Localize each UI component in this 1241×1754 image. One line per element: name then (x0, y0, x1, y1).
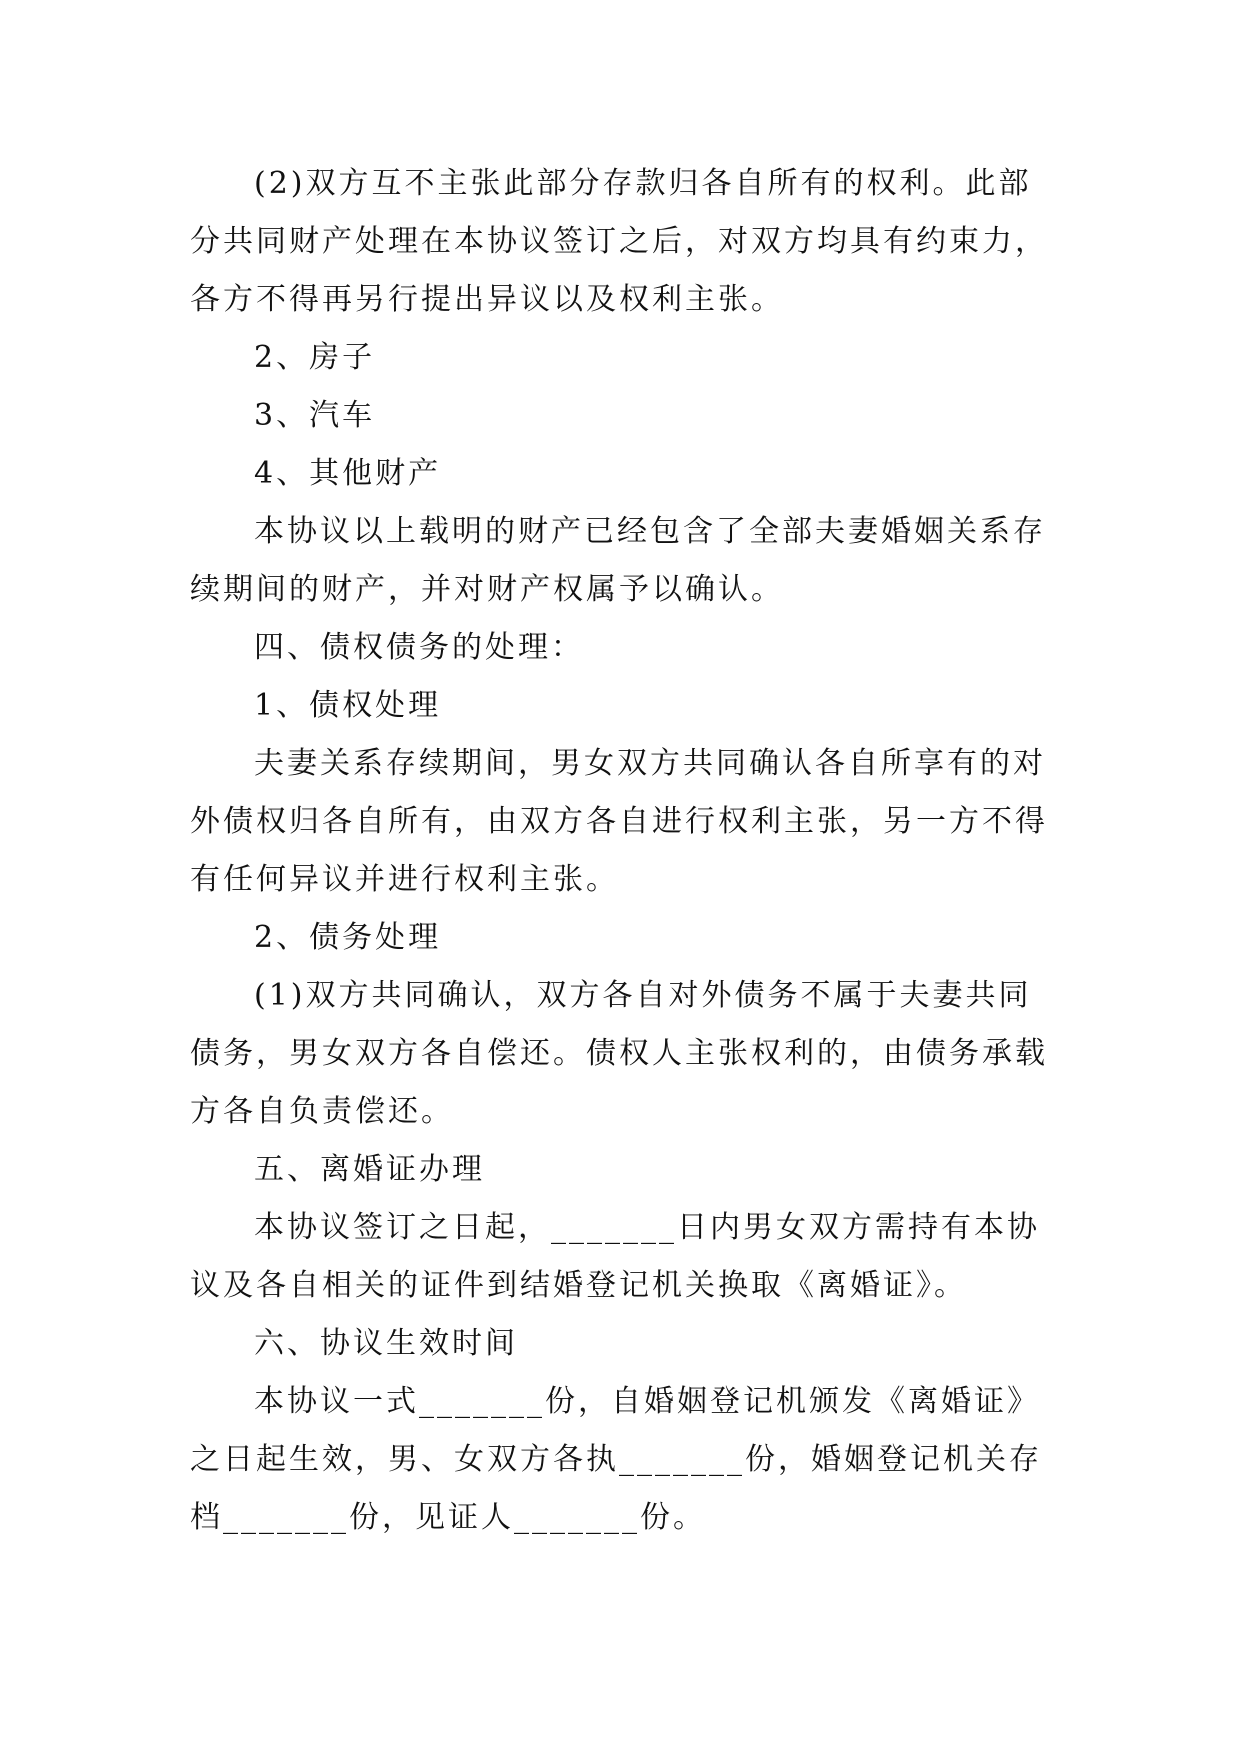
paragraph-property-deposit-clause: (2)双方互不主张此部分存款归各自所有的权利。此部分共同财产处理在本协议签订之后，对双方均具有约束力，各方不得再另行提出异议以及权利主张。 (190, 166, 1048, 317)
paragraph-effective-time: 本协议一式_______份，自婚姻登记机颁发《离婚证》之日起生效，男、女双方各执_______份，婚姻登记机关存档_______份，见证人_______份。 (190, 1384, 1042, 1535)
section-heading-debts: 四、债权债务的处理： (254, 630, 584, 665)
section-heading-effective-time: 六、协议生效时间 (254, 1326, 518, 1361)
paragraph-other-property: 4、其他财产 (254, 456, 442, 491)
paragraph-car: 3、汽车 (254, 398, 376, 433)
section-heading-divorce-certificate: 五、离婚证办理 (254, 1152, 485, 1187)
subheading-debts: 2、债务处理 (254, 920, 442, 955)
subheading-claims: 1、债权处理 (254, 688, 442, 723)
paragraph-claims: 夫妻关系存续期间，男女双方共同确认各自所享有的对外债权归各自所有，由双方各自进行权利主张，另一方不得有任何异议并进行权利主张。 (190, 746, 1048, 897)
paragraph-debts: (1)双方共同确认，双方各自对外债务不属于夫妻共同债务，男女双方各自偿还。债权人主张权利的，由债务承载方各自负责偿还。 (190, 978, 1048, 1129)
paragraph-house: 2、房子 (254, 340, 376, 375)
document-body (190, 155, 1050, 1547)
paragraph-divorce-certificate: 本协议签订之日起，_______日内男女双方需持有本协议及各自相关的证件到结婚登记机关换取《离婚证》。 (190, 1210, 1040, 1303)
paragraph-property-confirmation: 本协议以上载明的财产已经包含了全部夫妻婚姻关系存续期间的财产，并对财产权属予以确认。 (190, 514, 1046, 607)
